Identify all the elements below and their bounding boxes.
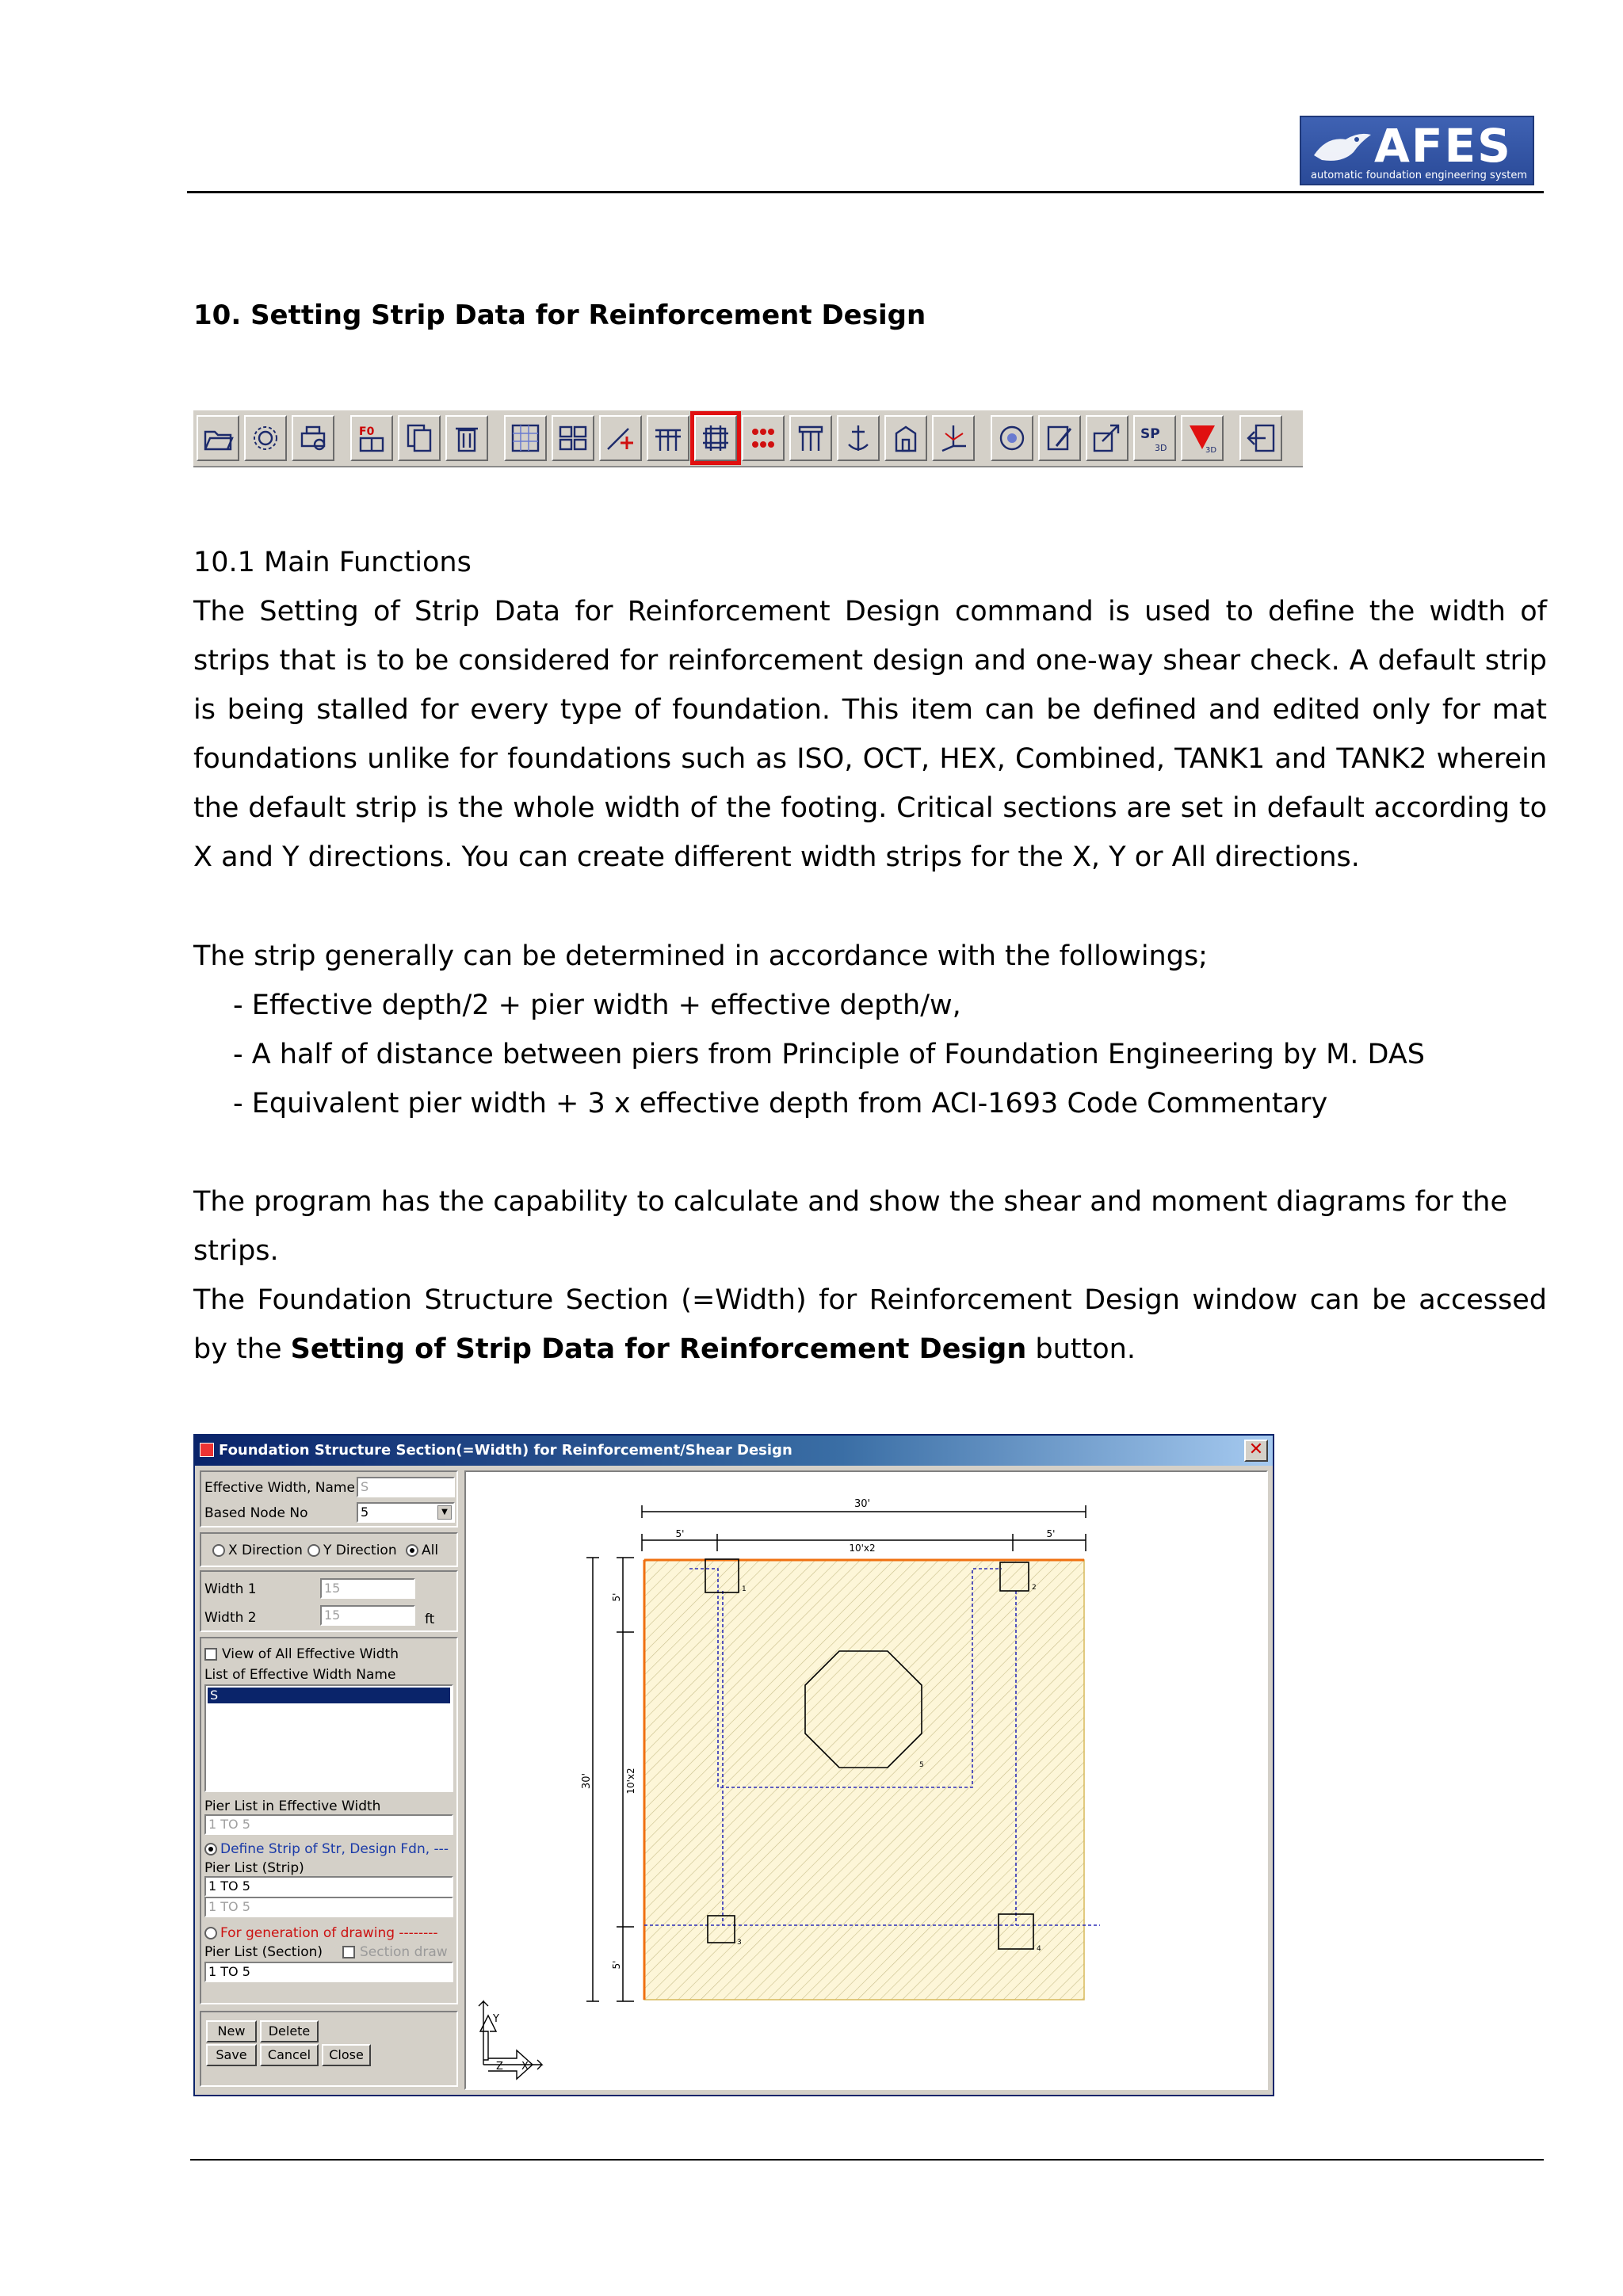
bullet-item: - Effective depth/2 + pier width + effective depth/w, — [233, 990, 961, 1021]
list-item-selected[interactable]: S — [208, 1688, 450, 1703]
width1-field[interactable]: 15 — [320, 1578, 415, 1599]
pile-button[interactable] — [789, 415, 832, 461]
paragraph-strip-intro: The strip generally can be determined in accordance with the followings; — [193, 940, 1208, 972]
width2-field[interactable]: 15 — [320, 1605, 415, 1626]
red-arrow-3d-button[interactable] — [1181, 415, 1224, 461]
x-direction-radio[interactable] — [212, 1543, 303, 1558]
axis-z-label: Z — [496, 2061, 503, 2073]
pier-button[interactable] — [647, 415, 689, 461]
edit-sheet-button[interactable] — [1038, 415, 1081, 461]
print-settings-button[interactable] — [292, 415, 334, 461]
all-direction-label: All — [422, 1543, 439, 1558]
main-toolbar — [193, 410, 1303, 467]
chevron-down-icon: ▼ — [437, 1505, 452, 1520]
open-icon — [202, 422, 234, 454]
width2-label: Width 2 — [204, 1610, 257, 1626]
axis-button[interactable] — [932, 415, 975, 461]
dim-left-mid: 10'x2 — [625, 1768, 636, 1794]
pile-pattern-icon — [747, 422, 779, 454]
exit-icon — [1245, 422, 1277, 454]
pier-list-section-label: Pier List (Section) — [204, 1944, 323, 1960]
logo-text: AFES — [1374, 119, 1512, 173]
width1-label: Width 1 — [204, 1581, 257, 1597]
svg-text:F0: F0 — [359, 425, 375, 438]
access-text-suffix: button. — [1026, 1333, 1136, 1365]
add-load-button[interactable] — [599, 415, 642, 461]
bullet-item: - A half of distance between piers from Principle of Foundation Engineering by M. DAS — [233, 1039, 1426, 1070]
define-strip-radio[interactable] — [204, 1841, 449, 1857]
view-all-label: View of All Effective Width — [222, 1646, 399, 1662]
delete-button[interactable]: Delete — [260, 2020, 319, 2042]
anchor-icon — [842, 422, 874, 454]
radio-selected-icon — [204, 1843, 217, 1855]
save-button[interactable]: Save — [206, 2044, 257, 2066]
pier-list-field[interactable]: 1 TO 5 — [204, 1814, 453, 1835]
for-generation-radio[interactable] — [204, 1925, 437, 1941]
pier-list-section-field[interactable]: 1 TO 5 — [204, 1962, 453, 1982]
print-settings-icon — [297, 422, 329, 454]
effective-width-name-field[interactable]: S — [357, 1477, 455, 1497]
checkbox-icon — [342, 1946, 355, 1958]
access-text-bold: Setting of Strip Data for Reinforcement Design — [290, 1333, 1027, 1365]
based-node-select[interactable] — [357, 1502, 455, 1523]
section-draw-checkbox[interactable] — [342, 1944, 448, 1960]
pier-list-strip-label: Pier List (Strip) — [204, 1860, 304, 1876]
pier-list-strip-field[interactable]: 1 TO 5 — [204, 1876, 453, 1897]
sp3d-button[interactable] — [1133, 415, 1176, 461]
effective-width-list[interactable] — [204, 1684, 453, 1792]
based-node-value: 5 — [361, 1505, 369, 1520]
radio-icon — [212, 1544, 225, 1557]
settings-button[interactable] — [244, 415, 287, 461]
window-titlebar — [195, 1436, 1273, 1466]
name-node-group — [200, 1470, 458, 1527]
building-icon — [890, 422, 922, 454]
delete-button[interactable] — [445, 415, 488, 461]
group-button[interactable] — [552, 415, 594, 461]
pier-label: 5 — [919, 1761, 924, 1769]
svg-text:3D: 3D — [1155, 443, 1167, 453]
paragraph-access — [193, 1276, 1547, 1374]
pier-label: 3 — [737, 1939, 742, 1947]
svg-text:SP: SP — [1140, 426, 1160, 442]
axis-x-label: X — [521, 2061, 529, 2073]
for-generation-label: For generation of drawing -------- — [220, 1925, 438, 1941]
axis-y-label: Y — [493, 2013, 499, 2025]
new-button[interactable]: New — [206, 2020, 257, 2042]
window-app-icon — [200, 1443, 214, 1457]
footer-rule — [190, 2159, 1544, 2161]
radio-icon — [204, 1927, 217, 1939]
paragraph-main-functions: The Setting of Strip Data for Reinforcement Design command is used to define the width of strips that is to be considered for reinforcement design and one-way shear check. A default strip is being stalled for every type of foundation. This item can be defined and edited only for mat foundations unlike for foundations such as ISO, OCT, HEX, Combined, TANK1 and TANK2 wherein the default strip is the whole width of the footing. Critical sections are set in default according to X and Y directions. You can create different width strips for the X, Y or All directions. — [193, 596, 1547, 873]
based-node-label: Based Node No — [204, 1505, 308, 1521]
dim-top-right: 5' — [1046, 1528, 1056, 1539]
exit-button[interactable] — [1239, 415, 1282, 461]
define-strip-label: Define Strip of Str, Design Fdn, --- — [220, 1841, 449, 1857]
grid-button[interactable] — [504, 415, 547, 461]
logo-bird-icon — [1311, 128, 1374, 168]
list-name-label: List of Effective Width Name — [204, 1667, 396, 1683]
checkbox-icon — [204, 1648, 217, 1661]
width-unit: ft — [425, 1611, 435, 1627]
radio-icon — [307, 1544, 320, 1557]
edit-sheet-icon — [1044, 422, 1075, 454]
settings-icon — [250, 422, 281, 454]
pile-pattern-button[interactable] — [742, 415, 785, 461]
bullet-item: - Equivalent pier width + 3 x effective depth from ACI-1693 Code Commentary — [233, 1088, 1328, 1119]
effective-width-list-group — [200, 1637, 458, 2004]
svg-text:3D: 3D — [1205, 446, 1217, 454]
pier-list-strip-field-2[interactable]: 1 TO 5 — [204, 1897, 453, 1917]
foundation-plan-drawing — [466, 1472, 1266, 2088]
paragraph-capability: The program has the capability to calculate and show the shear and moment diagrams for the strips. — [193, 1186, 1508, 1267]
dim-left-bot: 5' — [611, 1960, 622, 1970]
export-icon — [1091, 422, 1123, 454]
dim-top-total: 30' — [854, 1498, 871, 1510]
direction-group — [200, 1532, 458, 1567]
open-button[interactable] — [197, 415, 239, 461]
axis-icon — [938, 422, 969, 454]
group-icon — [557, 422, 589, 454]
strip-data-icon — [700, 422, 731, 454]
dim-top-left: 5' — [675, 1528, 685, 1539]
delete-icon — [451, 422, 483, 454]
copy-button[interactable] — [398, 415, 441, 461]
y-direction-radio[interactable] — [307, 1543, 397, 1558]
drawing-canvas[interactable] — [464, 1470, 1268, 2090]
all-direction-radio[interactable] — [406, 1543, 438, 1558]
y-direction-label: Y Direction — [323, 1543, 397, 1558]
sp3d-icon — [1139, 422, 1170, 454]
f0-grid-button[interactable] — [350, 415, 393, 461]
dim-left-top: 5' — [611, 1592, 622, 1602]
close-button[interactable]: Close — [322, 2044, 371, 2066]
pier-label: 1 — [742, 1585, 747, 1593]
action-button-group — [200, 2011, 458, 2087]
pier-list-label: Pier List in Effective Width — [204, 1798, 381, 1814]
dim-top-mid: 10'x2 — [849, 1543, 876, 1554]
grid-icon — [510, 422, 541, 454]
pier-icon — [652, 422, 684, 454]
logo-tagline: automatic foundation engineering system — [1311, 170, 1528, 181]
view-button[interactable] — [991, 415, 1033, 461]
mat-foundation — [644, 1560, 1084, 2000]
strip-data-window — [193, 1434, 1274, 2096]
red-arrow-3d-icon — [1186, 422, 1218, 454]
strip-data-button[interactable] — [694, 415, 737, 461]
afes-logo — [1300, 116, 1534, 185]
add-load-icon — [605, 422, 636, 454]
anchor-button[interactable] — [837, 415, 880, 461]
pier-label: 2 — [1032, 1584, 1037, 1592]
pier-label: 4 — [1037, 1945, 1041, 1953]
copy-icon — [403, 422, 435, 454]
radio-selected-icon — [406, 1544, 418, 1557]
width-group — [200, 1570, 458, 1632]
access-text-prefix: The Foundation Structure Section (=Width) for Reinforcement Design window can be accessed by the — [193, 1284, 1547, 1365]
view-all-checkbox[interactable] — [204, 1646, 399, 1662]
x-direction-label: X Direction — [228, 1543, 303, 1558]
dim-left-total: 30' — [581, 1772, 593, 1790]
window-close-button[interactable]: ✕ — [1244, 1440, 1268, 1462]
f0-grid-icon — [356, 422, 388, 454]
subheading: 10.1 Main Functions — [193, 547, 472, 578]
window-title: Foundation Structure Section(=Width) for Reinforcement/Shear Design — [219, 1442, 792, 1459]
left-panel — [200, 1470, 461, 2093]
axis-indicator-icon — [479, 2001, 542, 2079]
effective-width-label: Effective Width, Name — [204, 1480, 355, 1496]
export-button[interactable] — [1086, 415, 1128, 461]
section-title: 10. Setting Strip Data for Reinforcement Design — [193, 299, 926, 331]
cancel-button[interactable]: Cancel — [260, 2044, 319, 2066]
section-draw-label: Section draw — [360, 1944, 448, 1960]
pile-icon — [795, 422, 827, 454]
view-icon — [996, 422, 1028, 454]
header-rule — [187, 191, 1544, 193]
building-button[interactable] — [884, 415, 927, 461]
